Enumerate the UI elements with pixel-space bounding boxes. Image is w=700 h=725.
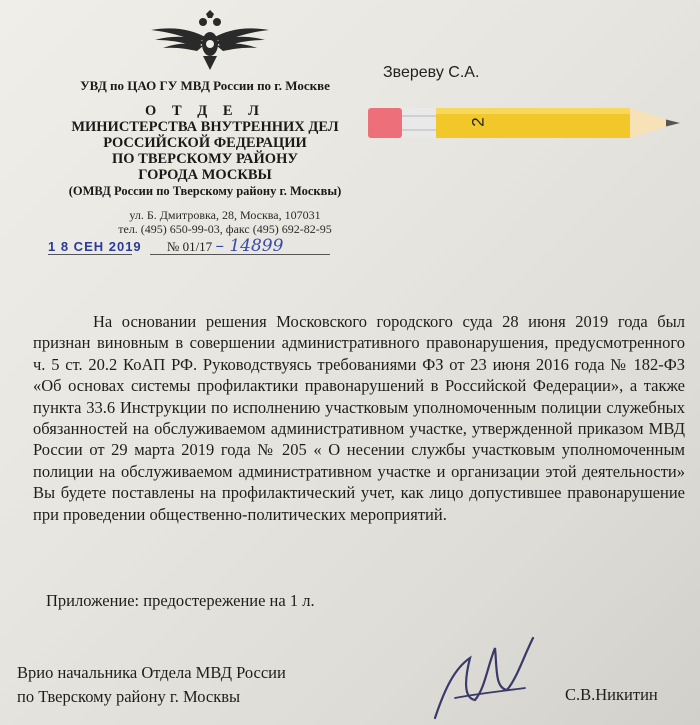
handwritten-registration-number: – 14899 (215, 236, 284, 256)
mvd-emblem-icon (145, 8, 275, 74)
number-underline (150, 254, 330, 255)
department-line: О Т Д Е Л (145, 103, 265, 119)
phone-line: тел. (495) 650-99-03, факс (495) 692-82-95 (118, 222, 332, 236)
letter-body (33, 311, 685, 525)
address-line: ул. Б. Дмитровка, 28, Москва, 107031 (129, 208, 321, 222)
department-line: РОССИЙСКОЙ ФЕДЕРАЦИИ (103, 135, 307, 151)
addressee: Звереву С.А. (383, 64, 480, 81)
date-underline (48, 254, 132, 255)
department-short-name: (ОМВД России по Тверскому району г. Москвы) (68, 184, 342, 198)
pencil-label: 2 (468, 117, 488, 127)
department-line: ГОРОДА МОСКВЫ (138, 167, 272, 183)
registration-number-prefix: № 01/17 (166, 239, 213, 254)
department-name (55, 103, 355, 183)
position-line: Врио начальника Отдела МВД России (17, 663, 286, 682)
department-address (75, 208, 375, 236)
registration-line (48, 236, 283, 256)
department-line: МИНИСТЕРСТВА ВНУТРЕННИХ ДЕЛ (71, 119, 339, 135)
appendix-line: Приложение: предостережение на 1 л. (46, 591, 315, 610)
letterhead-top-line: УВД по ЦАО ГУ МВД России по г. Москве (80, 78, 330, 93)
body-paragraph: На основании решения Московского городского суда 28 июня 2019 года был признан виновным в совершении административного правонарушения, предусмотренного ч. 5 ст. 20.2 КоАП РФ. Руководствуясь требованиями ФЗ от 23 июня 2016 года № 182-ФЗ «Об основах системы профилактики правонарушений в Российской Федерации», а также пункта 33.6 Инструкции по исполнению участковым уполномоченным полиции служебных обязанностей на обслуживаемом административном участке, утвержденной приказом МВД России от 29 марта 2019 года № 205 « О несении службы участковым уполномоченным полиции на обслуживаемом административном участке и организации этой деятельности» Вы будете поставлены на профилактический учет, как лицо допустившее правонарушение при проведении общественно-политических мероприятий. (33, 312, 685, 524)
position-line: по Тверскому району г. Москвы (17, 687, 241, 706)
department-line: ПО ТВЕРСКОМУ РАЙОНУ (111, 151, 299, 167)
signatory-position (17, 661, 286, 709)
stamp-date: 1 8 СЕН 2019 (48, 239, 142, 254)
signatory-name: С.В.Никитин (565, 685, 658, 704)
pencil-icon (368, 104, 688, 144)
handwritten-signature (425, 628, 545, 725)
